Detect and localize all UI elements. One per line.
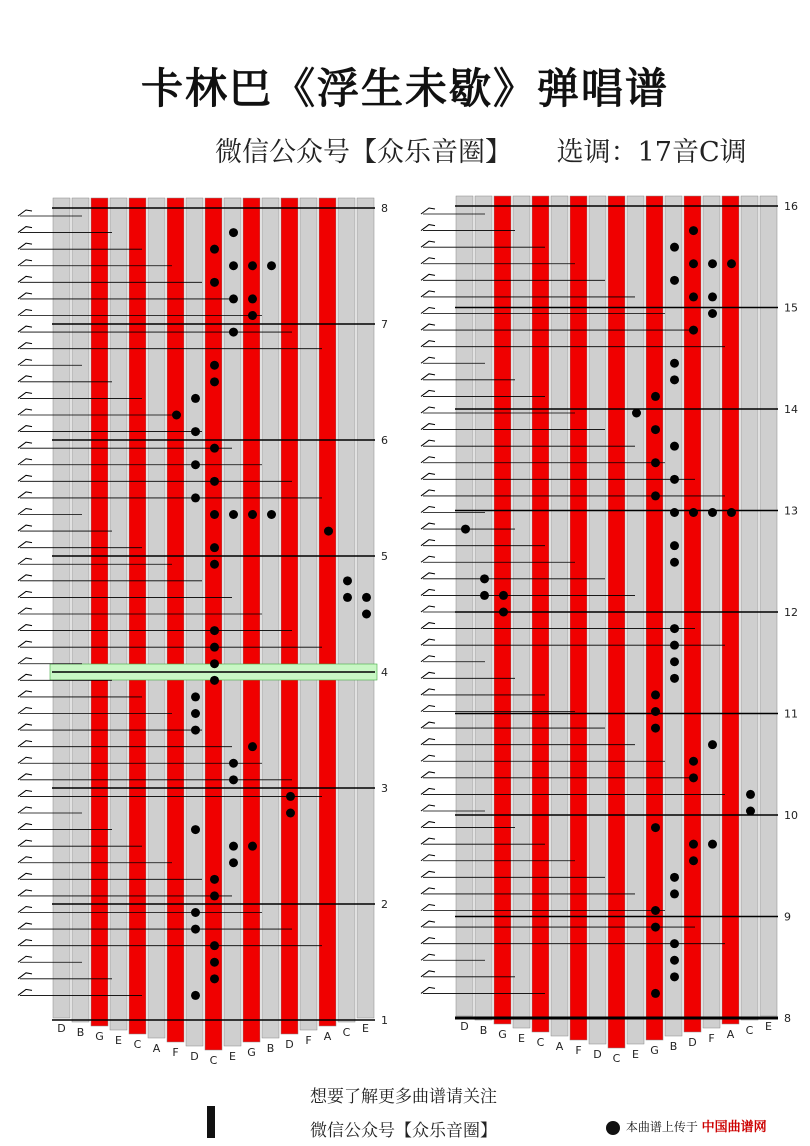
tine-label: E [765, 1020, 772, 1033]
subtitle-key: 选调：17音C调 [556, 137, 747, 168]
hook-glyph [18, 343, 32, 349]
note-dot [248, 311, 257, 320]
tine [608, 196, 625, 1048]
note-dot [651, 425, 660, 434]
tine-label: G [498, 1028, 507, 1041]
hook-glyph [421, 589, 435, 595]
hook-glyph [421, 838, 435, 844]
note-dot [210, 643, 219, 652]
note-dot [480, 574, 489, 583]
note-dot [689, 226, 698, 235]
measure-number: 9 [784, 910, 791, 924]
note-dot [689, 856, 698, 865]
hook-glyph [18, 210, 32, 216]
hook-glyph [18, 708, 32, 714]
hook-glyph [421, 540, 435, 546]
hook-glyph [18, 426, 32, 432]
note-dot [670, 972, 679, 981]
hook-glyph [421, 241, 435, 247]
tine-label: E [115, 1034, 122, 1047]
note-dot [708, 259, 717, 268]
note-dot [499, 591, 508, 600]
hook-glyph [18, 591, 32, 597]
hook-glyph [18, 310, 32, 316]
hook-glyph [18, 824, 32, 830]
note-dot [727, 259, 736, 268]
tine-label: A [152, 1042, 161, 1055]
watermark-text: 本曲谱上传于 [625, 1120, 698, 1134]
note-dot [191, 726, 200, 735]
hook-glyph [18, 857, 32, 863]
note-dot [210, 941, 219, 950]
hook-glyph [421, 805, 435, 811]
tine [300, 198, 317, 1030]
note-dot [229, 228, 238, 237]
hook-glyph [421, 490, 435, 496]
note-dot [191, 825, 200, 834]
note-dot [210, 543, 219, 552]
hook-glyph [421, 855, 435, 861]
tine [72, 198, 89, 1022]
hook-glyph [421, 424, 435, 430]
hook-glyph [421, 208, 435, 214]
tine-label: B [266, 1042, 275, 1055]
note-dot [689, 508, 698, 517]
hook-glyph [18, 542, 32, 548]
note-dot [632, 409, 641, 418]
hook-glyph [18, 923, 32, 929]
note-dot [229, 328, 238, 337]
hook-glyph [18, 293, 32, 299]
note-dot [229, 261, 238, 270]
note-dot [343, 576, 352, 585]
hook-glyph [18, 940, 32, 946]
tine [475, 196, 492, 1020]
note-dot [708, 840, 717, 849]
hook-glyph [18, 973, 32, 979]
hook-glyph [18, 757, 32, 763]
note-dot [670, 939, 679, 948]
measure-number: 5 [381, 550, 388, 563]
page-title: 卡林巴《浮生未歇》弹唱谱 [140, 64, 669, 113]
note-dot [229, 759, 238, 768]
hook-glyph [18, 741, 32, 747]
hook-glyph [18, 774, 32, 780]
note-dot [651, 823, 660, 832]
tine-label: F [708, 1032, 715, 1045]
note-dot [651, 906, 660, 915]
footer-mark [207, 1106, 215, 1138]
hook-glyph [421, 954, 435, 960]
note-dot [172, 411, 181, 420]
tine-label: C [133, 1038, 142, 1051]
hook-glyph [421, 573, 435, 579]
hook-glyph [18, 807, 32, 813]
hook-glyph [18, 359, 32, 365]
hook-glyph [18, 840, 32, 846]
tab-panel-left [0, 190, 410, 1080]
hook-glyph [18, 658, 32, 664]
note-dot [708, 740, 717, 749]
tine-label: D [57, 1022, 66, 1035]
note-dot [708, 309, 717, 318]
note-dot [210, 958, 219, 967]
measure-number: 6 [381, 434, 388, 447]
hook-glyph [421, 772, 435, 778]
tine-label: F [172, 1046, 179, 1059]
hook-glyph [421, 871, 435, 877]
note-dot [670, 276, 679, 285]
note-dot [670, 956, 679, 965]
tine [91, 198, 108, 1026]
note-dot [670, 508, 679, 517]
footer-text-2: 微信公众号【众乐音圈】 [310, 1121, 497, 1141]
note-dot [461, 525, 470, 534]
note-dot [670, 375, 679, 384]
note-dot [689, 292, 698, 301]
measure-number: 8 [381, 202, 388, 215]
tine [570, 196, 587, 1040]
tine [357, 198, 374, 1018]
note-dot [670, 442, 679, 451]
hook-glyph [18, 625, 32, 631]
note-dot [670, 657, 679, 666]
hook-glyph [18, 575, 32, 581]
note-dot [651, 690, 660, 699]
note-dot [670, 359, 679, 368]
hook-glyph [18, 790, 32, 796]
note-dot [267, 510, 276, 519]
measure-number: 1 [381, 1014, 388, 1027]
note-dot [651, 491, 660, 500]
note-dot [248, 842, 257, 851]
note-dot [651, 392, 660, 401]
hook-glyph [421, 357, 435, 363]
subtitle-account: 微信公众号【众乐音圈】 [215, 137, 512, 168]
note-dot [210, 974, 219, 983]
note-dot [689, 259, 698, 268]
tine [532, 196, 549, 1032]
measure-number: 11 [784, 707, 798, 721]
note-dot [191, 493, 200, 502]
hook-glyph [18, 907, 32, 913]
tine-label: D [460, 1020, 469, 1033]
note-dot [210, 245, 219, 254]
note-dot [746, 807, 755, 816]
tine-label: C [612, 1052, 621, 1065]
hook-glyph [18, 558, 32, 564]
hook-glyph [421, 457, 435, 463]
note-dot [191, 908, 200, 917]
note-dot [362, 610, 371, 619]
hook-glyph [421, 440, 435, 446]
note-dot [210, 626, 219, 635]
note-dot [210, 560, 219, 569]
note-dot [746, 790, 755, 799]
tine [760, 196, 777, 1016]
tine-label: D [285, 1038, 294, 1051]
hook-glyph [421, 921, 435, 927]
note-dot [267, 261, 276, 270]
tine-label: G [95, 1030, 104, 1043]
measure-number: 14 [784, 403, 798, 416]
hook-glyph [421, 341, 435, 347]
hook-glyph [18, 956, 32, 962]
tine [722, 196, 739, 1024]
note-dot [248, 510, 257, 519]
hook-glyph [421, 390, 435, 396]
hook-glyph [421, 739, 435, 745]
note-dot [670, 475, 679, 484]
hook-glyph [18, 243, 32, 249]
hook-glyph [18, 260, 32, 266]
tine-label: G [650, 1044, 659, 1057]
note-dot [480, 591, 489, 600]
tine-label: B [76, 1026, 85, 1039]
note-dot [499, 608, 508, 617]
hook-glyph [421, 606, 435, 612]
hook-glyph [421, 523, 435, 529]
hook-glyph [421, 938, 435, 944]
tine-label: E [518, 1032, 525, 1045]
hook-glyph [421, 656, 435, 662]
hook-glyph [421, 706, 435, 712]
note-dot [708, 508, 717, 517]
note-dot [689, 326, 698, 335]
hook-glyph [421, 689, 435, 695]
hook-glyph [18, 989, 32, 995]
tine [665, 196, 682, 1036]
note-dot [670, 889, 679, 898]
measure-number: 8 [784, 1012, 791, 1025]
note-dot [286, 792, 295, 801]
hook-glyph [421, 291, 435, 297]
note-dot [670, 873, 679, 882]
measure-number: 15 [784, 301, 798, 315]
hook-glyph [421, 225, 435, 231]
note-dot [670, 674, 679, 683]
tab-sheet-right [405, 188, 810, 1078]
note-dot [210, 477, 219, 486]
note-dot [248, 742, 257, 751]
note-dot [191, 991, 200, 1000]
hook-glyph [18, 376, 32, 382]
note-dot [191, 460, 200, 469]
note-dot [324, 527, 333, 536]
tine [186, 198, 203, 1046]
tab-sheet-left [0, 190, 410, 1080]
tine-label: A [726, 1028, 735, 1041]
measure-number: 16 [784, 200, 798, 213]
hook-glyph [421, 639, 435, 645]
note-dot [210, 891, 219, 900]
tine [684, 196, 701, 1032]
tine-label: E [362, 1022, 369, 1035]
note-dot [689, 773, 698, 782]
hook-glyph [18, 409, 32, 415]
hook-glyph [18, 459, 32, 465]
hook-glyph [421, 308, 435, 314]
note-dot [651, 458, 660, 467]
hook-glyph [421, 507, 435, 513]
tine-label: C [342, 1026, 351, 1039]
note-dot [191, 709, 200, 718]
tine-label: C [745, 1024, 754, 1037]
hook-glyph [421, 407, 435, 413]
tine-label: E [229, 1050, 236, 1063]
tine [224, 198, 241, 1046]
tine [319, 198, 336, 1026]
note-dot [210, 444, 219, 453]
hook-glyph [18, 442, 32, 448]
hook-glyph [18, 691, 32, 697]
watermark [606, 1116, 767, 1135]
subtitle [215, 130, 747, 169]
tine [205, 198, 222, 1050]
note-dot [362, 593, 371, 602]
note-dot [210, 361, 219, 370]
measure-number: 7 [381, 318, 388, 331]
tine-label: F [305, 1034, 312, 1047]
note-dot [651, 707, 660, 716]
hook-glyph [421, 755, 435, 761]
note-dot [191, 692, 200, 701]
hook-glyph [18, 525, 32, 531]
tine-label: F [575, 1044, 582, 1057]
note-dot [670, 541, 679, 550]
note-dot [286, 809, 295, 818]
note-dot [210, 510, 219, 519]
note-dot [210, 875, 219, 884]
note-dot [343, 593, 352, 602]
hook-glyph [18, 890, 32, 896]
hook-glyph [18, 227, 32, 233]
tine [53, 198, 70, 1018]
note-dot [210, 659, 219, 668]
hook-glyph [421, 722, 435, 728]
tine-label: D [593, 1048, 602, 1061]
note-dot [191, 925, 200, 934]
hook-glyph [18, 873, 32, 879]
note-dot [248, 294, 257, 303]
tine [456, 196, 473, 1016]
note-dot [191, 394, 200, 403]
measure-number: 2 [381, 898, 388, 911]
hook-glyph [18, 509, 32, 515]
note-dot [670, 641, 679, 650]
hook-glyph [421, 987, 435, 993]
hook-glyph [421, 788, 435, 794]
tine-label: B [479, 1024, 488, 1037]
hook-glyph [421, 888, 435, 894]
tine-label: A [323, 1030, 332, 1043]
tine-label: C [536, 1036, 545, 1049]
note-dot [651, 724, 660, 733]
hook-glyph [421, 274, 435, 280]
note-dot [670, 243, 679, 252]
measure-number: 12 [784, 606, 798, 619]
note-dot [689, 757, 698, 766]
hook-glyph [421, 258, 435, 264]
note-dot [670, 558, 679, 567]
tine-label: B [669, 1040, 678, 1053]
tine-label: D [190, 1050, 199, 1063]
note-dot [210, 676, 219, 685]
note-dot [689, 840, 698, 849]
hook-glyph [421, 324, 435, 330]
measure-number: 3 [381, 782, 388, 795]
hook-glyph [18, 392, 32, 398]
hook-glyph [18, 724, 32, 730]
hook-glyph [18, 475, 32, 481]
note-dot [229, 858, 238, 867]
tine-label: D [688, 1036, 697, 1049]
tine-label: A [555, 1040, 564, 1053]
watermark-logo: 中国曲谱网 [701, 1120, 767, 1135]
tine-label: C [209, 1054, 218, 1067]
hook-glyph [18, 326, 32, 332]
note-dot [727, 508, 736, 517]
hook-glyph [421, 971, 435, 977]
hook-glyph [421, 374, 435, 380]
hook-glyph [18, 674, 32, 680]
measure-number: 13 [784, 504, 798, 518]
hook-glyph [18, 608, 32, 614]
hook-glyph [421, 672, 435, 678]
note-dot [229, 294, 238, 303]
tine [338, 198, 355, 1022]
note-dot [210, 377, 219, 386]
hook-glyph [421, 623, 435, 629]
note-dot [229, 775, 238, 784]
hook-glyph [421, 473, 435, 479]
note-dot [229, 510, 238, 519]
tine-label: G [247, 1046, 256, 1059]
tine [551, 196, 568, 1036]
note-dot [708, 292, 717, 301]
tine-label: E [632, 1048, 639, 1061]
note-dot [191, 427, 200, 436]
hook-glyph [421, 905, 435, 911]
note-dot [248, 261, 257, 270]
hook-glyph [421, 822, 435, 828]
measure-number: 4 [381, 666, 388, 679]
note-dot [229, 842, 238, 851]
hook-glyph [18, 276, 32, 282]
note-dot [651, 989, 660, 998]
note-dot [651, 923, 660, 932]
tab-panel-right [405, 188, 810, 1078]
hook-glyph [421, 556, 435, 562]
tine [741, 196, 758, 1020]
watermark-icon [606, 1121, 620, 1135]
note-dot [210, 278, 219, 287]
hook-glyph [18, 641, 32, 647]
note-dot [670, 624, 679, 633]
measure-number: 10 [784, 809, 798, 822]
footer-text-1: 想要了解更多曲谱请关注 [310, 1087, 497, 1107]
hook-glyph [18, 492, 32, 498]
